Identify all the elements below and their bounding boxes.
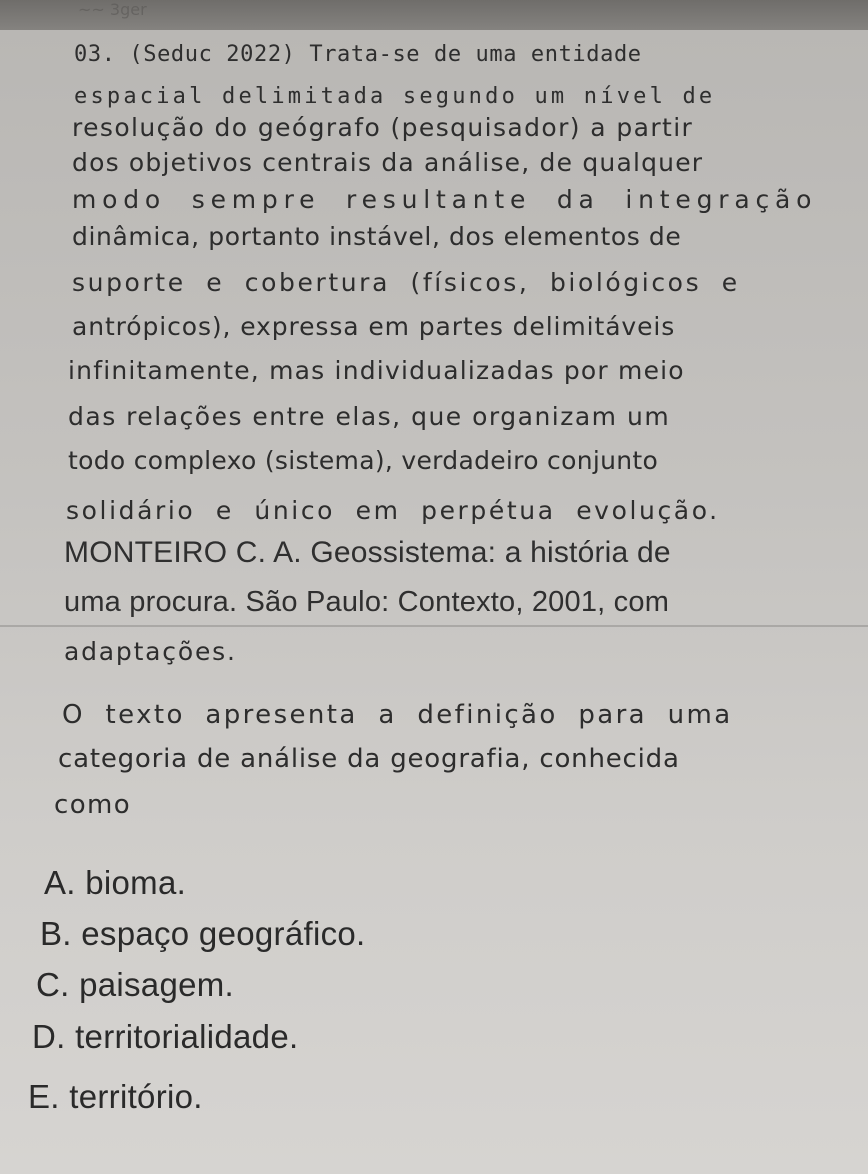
option-d[interactable]: D. territorialidade.	[32, 1018, 299, 1055]
reference-line-1: MONTEIRO C. A. Geossistema: a história de	[64, 536, 671, 569]
prompt-line-2: categoria de análise da geografia, conhecida	[58, 744, 680, 774]
question-line-8: antrópicos), expressa em partes delimitáveis	[72, 312, 676, 341]
option-a[interactable]: A. bioma.	[44, 864, 187, 901]
option-c[interactable]: C. paisagem.	[36, 966, 235, 1003]
option-b[interactable]: B. espaço geográfico.	[40, 915, 366, 952]
question-line-12: solidário e único em perpétua evolução.	[66, 496, 720, 525]
question-line-6: dinâmica, portanto instável, dos elementos de	[72, 222, 682, 251]
question-line-2: espacial delimitada segundo um nível de	[74, 84, 716, 109]
question-line-3: resolução do geógrafo (pesquisador) a partir	[72, 113, 694, 142]
question-line-10: das relações entre elas, que organizam um	[68, 402, 671, 431]
prompt-line-3: como	[54, 790, 132, 820]
question-line-9: infinitamente, mas individualizadas por meio	[68, 356, 685, 385]
paper-fold	[0, 625, 868, 627]
question-line-7: suporte e cobertura (físicos, biológicos e	[72, 268, 740, 297]
option-e[interactable]: E. território.	[28, 1078, 203, 1115]
prompt-line-1: O texto apresenta a definição para uma	[62, 700, 733, 730]
question-line-4: dos objetivos centrais da análise, de qualquer	[72, 148, 704, 177]
handwritten-scribble: ~~ 3ger	[78, 0, 147, 19]
question-line-5: modo sempre resultante da integração	[72, 185, 818, 214]
question-line-1: 03. (Seduc 2022) Trata-se de uma entidade	[74, 42, 642, 67]
question-line-11: todo complexo (sistema), verdadeiro conjunto	[68, 446, 659, 475]
adaptation-note: adaptações.	[64, 637, 237, 666]
reference-line-2: uma procura. São Paulo: Contexto, 2001, com	[64, 586, 670, 618]
